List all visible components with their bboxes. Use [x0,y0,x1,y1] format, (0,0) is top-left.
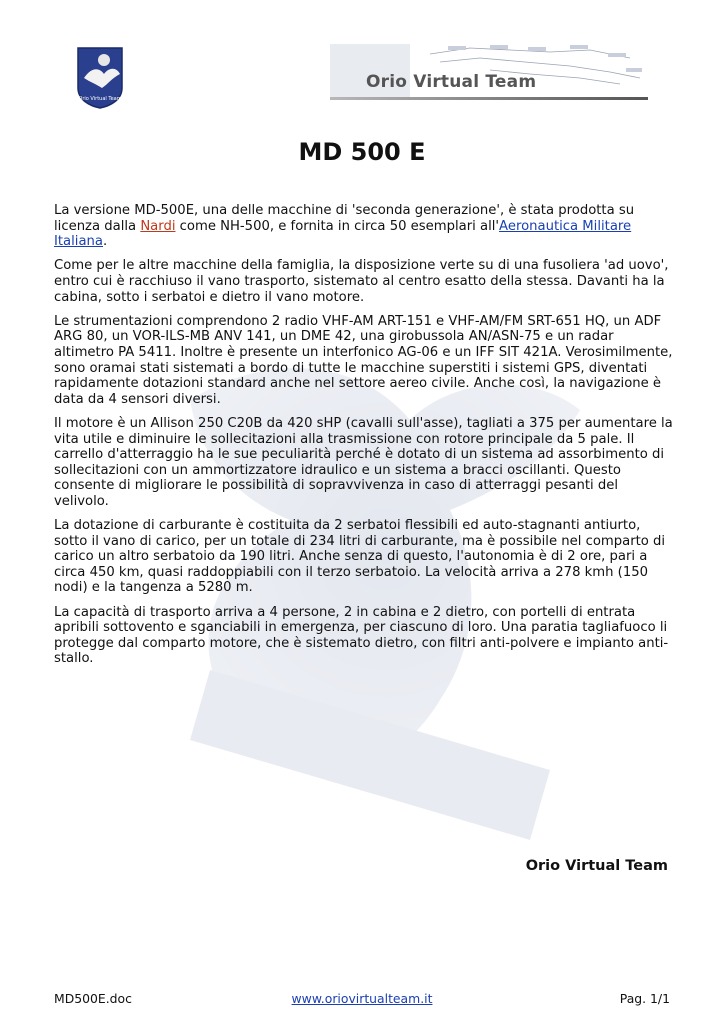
paragraph-2: Come per le altre macchine della famiglia, la disposizione verte su di una fusoliera 'ad uovo', entro cui è racchiuso il vano trasporto, sistemato al centro esatto della stessa. Davanti ha la cabina, sotto i serbatoi e dietro il vano motore. [54,258,669,305]
paragraph-1-text-a: La versione MD-500E, una delle macchine di 'seconda generazione', è stata prodotta su licenza dalla [54,203,635,234]
page-header [0,0,724,120]
footer-url-wrap [54,991,670,1006]
paragraph-5: La dotazione di carburante è costituita da 2 serbatoi flessibili ed auto-stagnanti antiurto, sotto il vano di carico, per un totale di 234 litri di carburante, ma è possibile nel comparto di carico un altro serbatoio da 190 litri. Anche senza di questo, l'autonomia è di 2 ore, pari a circa 450 km, quasi raddoppiabili con il terzo serbatoio. La velocità arriva a 278 kmh (150 nodi) e la tangenza a 5280 m. [54,518,666,596]
article-body [54,203,674,676]
svg-text:Orio Virtual Team: Orio Virtual Team [78,96,122,102]
signature: Orio Virtual Team [525,858,668,874]
paragraph-1-text-c: . [103,234,108,250]
brand-underline [330,97,648,100]
page-footer [54,991,670,1007]
footer-filename: MD500E.doc [54,991,132,1006]
page-title: MD 500 E [298,138,426,166]
brand-name: Orio Virtual Team [366,72,537,92]
footer-website-link[interactable]: www.oriovirtualteam.it [291,991,433,1006]
nardi-link[interactable]: Nardi [140,218,176,234]
paragraph-3: Le strumentazioni comprendono 2 radio VHF-AM ART-151 e VHF-AM/FM SRT-651 HQ, un ADF ARG 80, un VOR-ILS-MB ANV 141, un DME 42, una girobussola AN/ASN-75 e un radar altimetro PA 5411. Inoltre è presente un interfonico AG-06 e un IFF SIT 421A. Verosimilmente, sono oramai stati sistemati a bordo di tutte le macchine superstiti i sistemi GPS, diventati rapidamente dotazioni standard anche nel settore aereo civile. Anche così, la navigazione è data da 4 sensori diversi. [54,313,673,407]
aeronautica-militare-link[interactable]: Aeronautica Militare Italiana [54,218,632,250]
paragraph-1 [54,203,674,250]
paragraph-6: La capacità di trasporto arriva a 4 persone, 2 in cabina e 2 dietro, con portelli di entrata apribili sottovento e sganciabili in emergenza, per ciascuno di loro. Una paratia tagliafuoco li protegge dal comparto motore, che è sistemato dietro, con filtri anti-polvere e impianto anti-stallo. [54,604,669,667]
footer-page-number: Pag. 1/1 [619,991,670,1006]
paragraph-4: Il motore è un Allison 250 C20B da 420 sHP (cavalli sull'asse), tagliati a 375 per aumentare la vita utile e diminuire le sollecitazioni alla trasmissione con rotore principale da 5 pale. Il carrello d'atterraggio ha le sue peculiarità perché è dotato di un sistema ad assorbimento di sollecitazioni con un ammortizzatore idraulico e un sistema a bracci oscillanti. Questo consente di migliorare le possibilità di sopravvivenza in caso di atterraggi pesanti del velivolo. [54,415,673,509]
team-logo-badge [74,44,126,110]
paragraph-1-text-b: come NH-500, e fornita in circa 50 esemplari all' [175,218,500,234]
